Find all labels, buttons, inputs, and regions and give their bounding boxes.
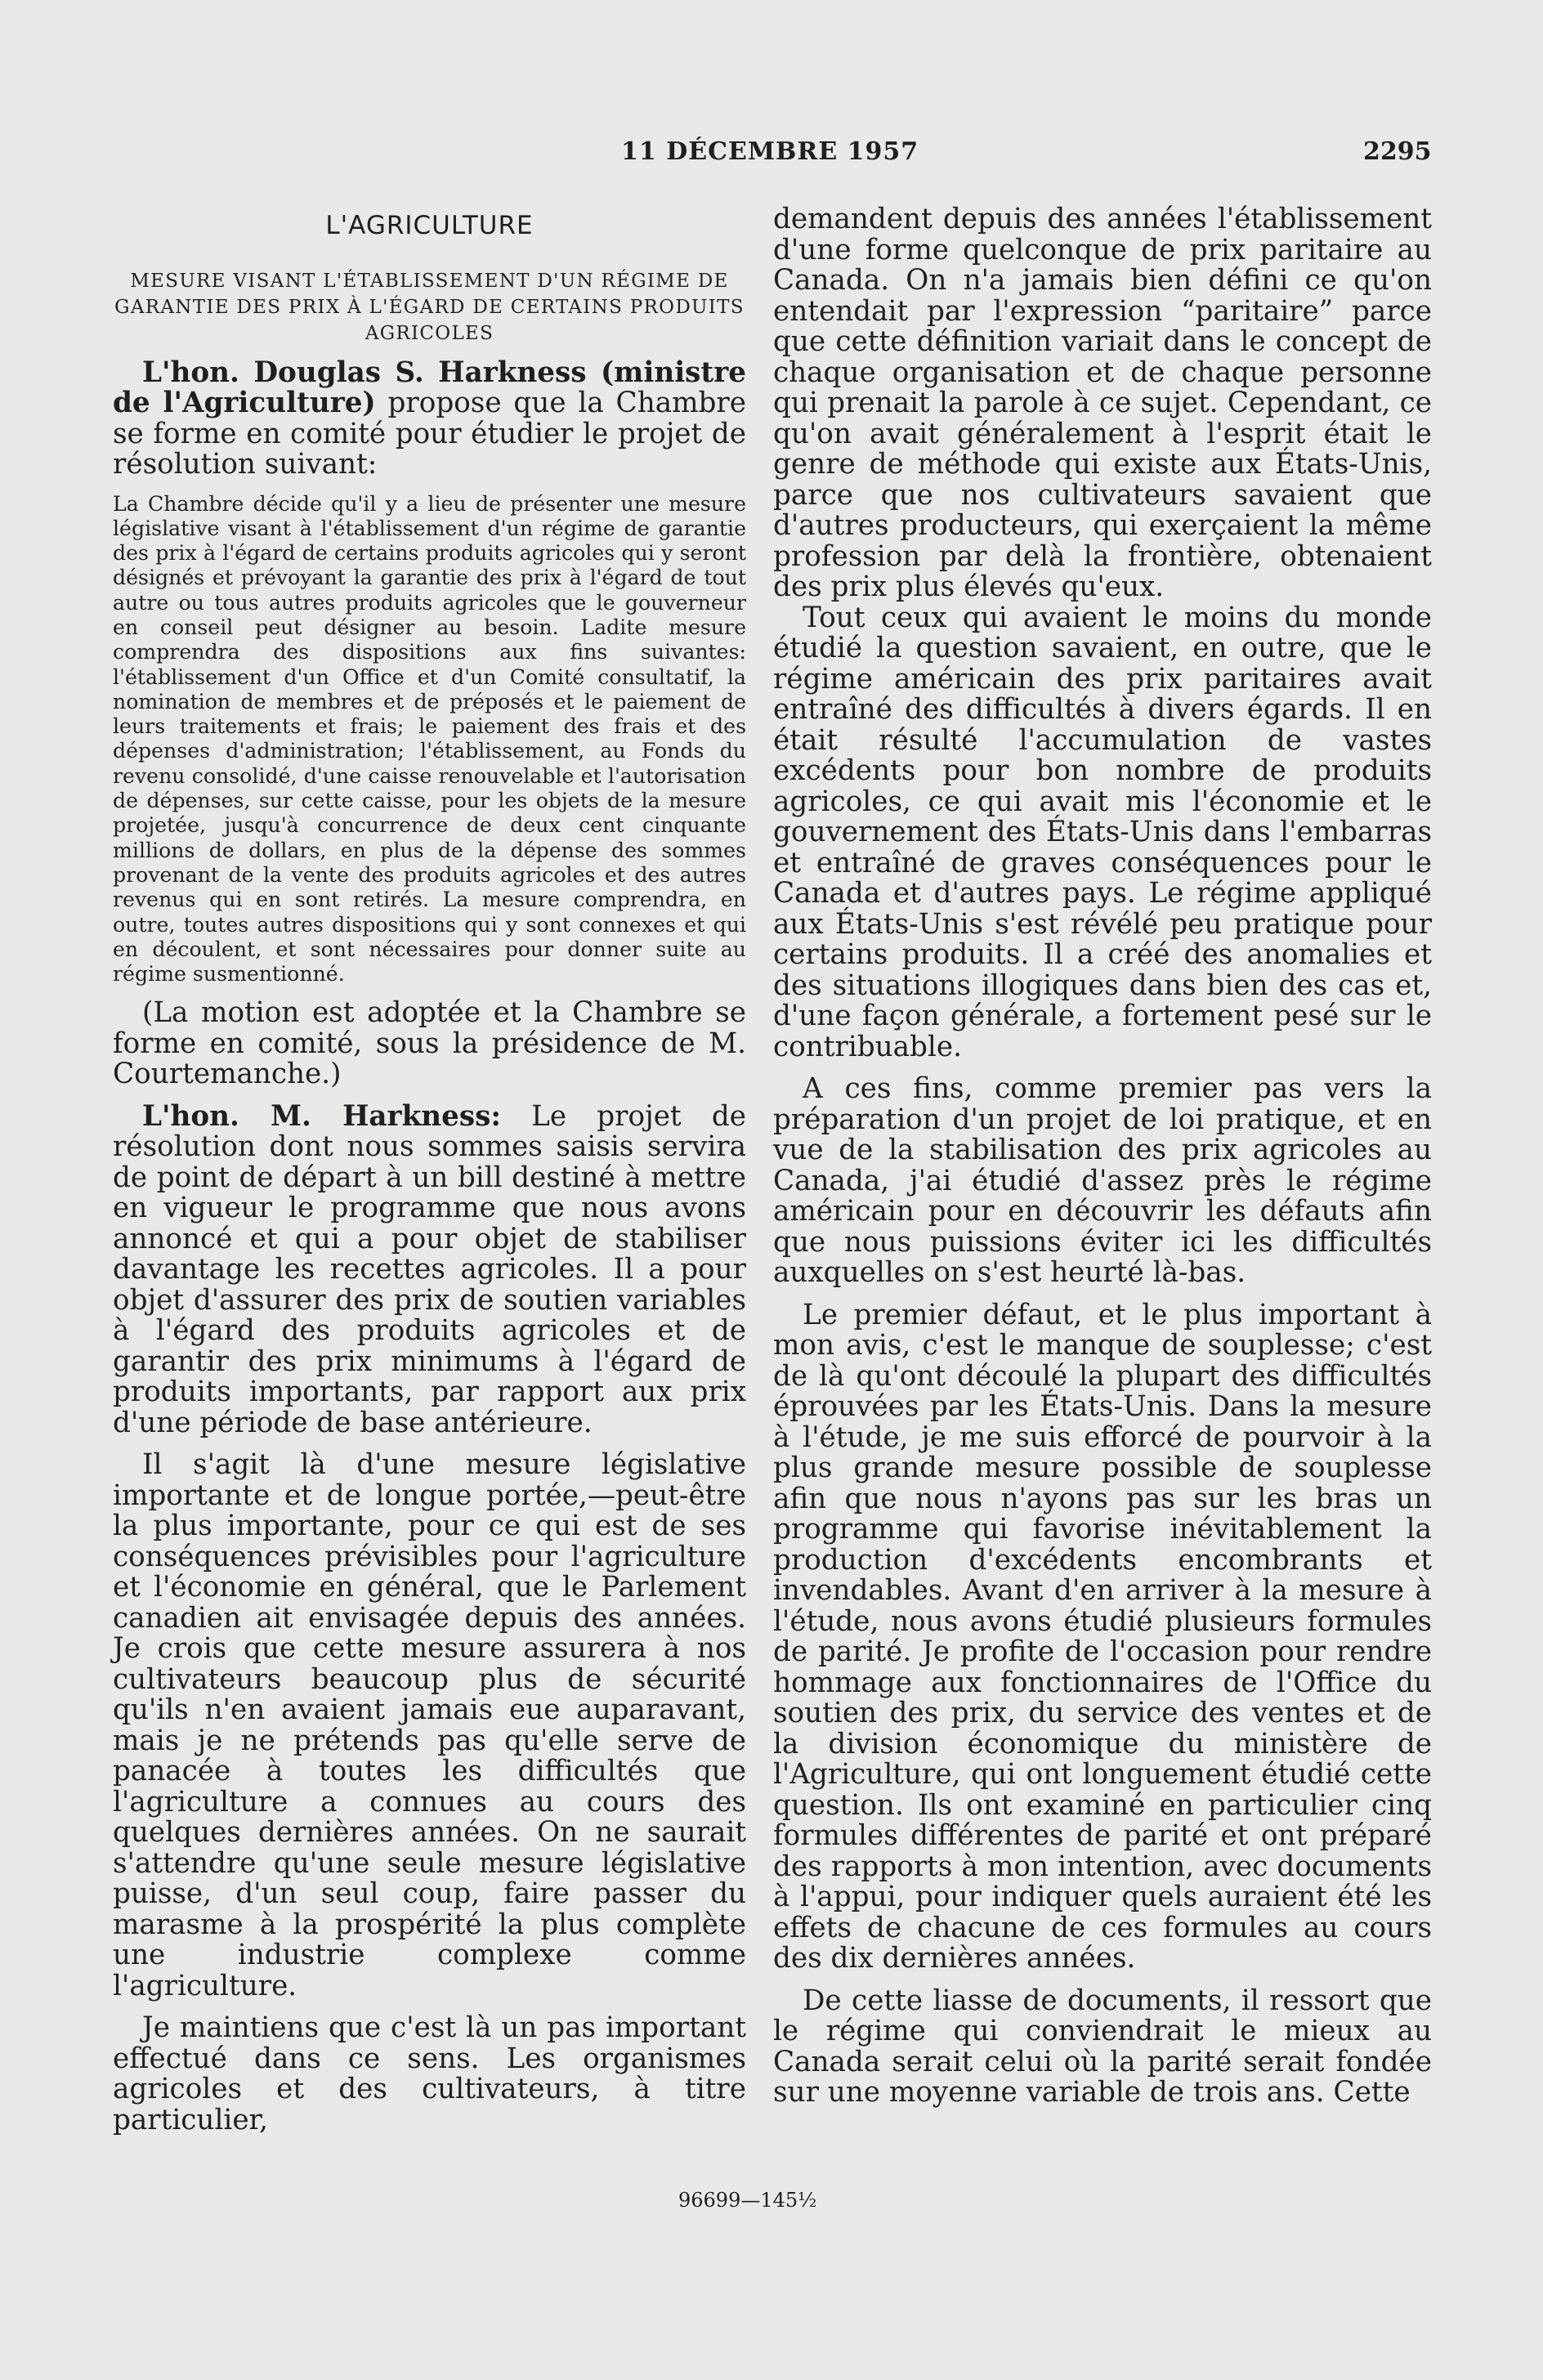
speaker-name: L'hon. M. Harkness: xyxy=(142,1099,501,1133)
paragraph: Le premier défaut, et le plus important à mon avis, c'est le manque de souplesse; c'est de là qu'ont découlé la plupart des difficultés éprouvées par les États-Unis. Dans la mesure à l'étude, je me suis efforcé de pourvoir à la plus grande mesure possible de souplesse afin que nous n'ayons pas sur les bras un programme qui favorise inévitablement la production d'excédents encombrants et invendables. Avant d'en arriver à la mesure à l'étude, nous avons étudié plusieurs formules de parité. Je profite de l'occasion pour rendre hommage aux fonctionnaires de l'Office du soutien des prix, du service des ventes et de la division économique du ministère de l'Agriculture, qui ont longuement étudié cette question. Ils ont examiné en particulier cinq formules différentes de parité et ont préparé des rapports à mon intention, avec documents à l'appui, pour indiquer quels auraient été les effets de chacune de ces formules au cours des dix dernières années. xyxy=(773,1298,1432,1975)
paragraph-text: propose que la Chambre se forme en comité pour étudier le projet de résolution suivant: xyxy=(113,387,746,481)
speaker-name: L'hon. Douglas S. Harkness (ministre de l'Agriculture) xyxy=(113,356,746,419)
paragraph: De cette liasse de documents, il ressort que le régime qui conviendrait le mieux au Canada serait celui où la parité serait fondée sur une moyenne variable de trois ans. Cette xyxy=(773,1984,1432,2109)
left-column xyxy=(113,203,746,2136)
section-subtitle: MESURE VISANT L'ÉTABLISSEMENT D'UN RÉGIME DE GARANTIE DES PRIX À L'ÉGARD DE CERTAINS PRODUITS AGRICOLES xyxy=(114,270,745,344)
paragraph: Il s'agit là d'une mesure législative importante et de longue portée,—peut-être la plus importante, pour ce qui est de ses conséquences prévisibles pour l'agriculture et l'économie en général, que le Parlement canadien ait envisagée depuis des années. Je crois que cette mesure assurera à nos cultivateurs beaucoup plus de sécurité qu'ils n'en avaient jamais eue auparavant, mais je ne prétends pas qu'elle serve de panacée à toutes les difficultés que l'agriculture a connues au cours des quelques dernières années. On ne saurait s'attendre qu'une seule mesure législative puisse, d'un seul coup, faire passer du marasme à la prospérité la plus complète une industrie complexe comme l'agriculture. xyxy=(113,1448,746,2002)
page-number: 2295 xyxy=(1363,137,1432,166)
paragraph: Tout ceux qui avaient le moins du monde étudié la question savaient, en outre, que le régime américain des prix paritaires avait entraîné des difficultés à divers égards. Il en était résulté l'accumulation de vastes excédents pour bon nombre de produits agricoles, ce qui avait mis l'économie et le gouvernement des États-Unis dans l'embarras et entraîné de graves conséquences pour le Canada et d'autres pays. Le régime appliqué aux États-Unis s'est révélé peu pratique pour certains produits. Il a créé des anomalies et des situations illogiques dans bien des cas et, d'une façon générale, a fortement pesé sur le contribuable. xyxy=(773,601,1432,1063)
section-title: L'AGRICULTURE xyxy=(325,211,534,240)
paragraph-text: Le projet de résolution dont nous sommes saisis servira de point de départ à un bill destiné à mettre en vigueur le programme que nous avons annoncé et qui a pour objet de stabiliser davantage les recettes agricoles. Il a pour objet d'assurer des prix de soutien variables à l'égard des produits agricoles et de garantir des prix minimums à l'égard de produits importants, par rapport aux prix d'une période de base antérieure. xyxy=(113,1099,746,1439)
page-date: 11 DÉCEMBRE 1957 xyxy=(621,137,919,166)
footer-code: 96699—145½ xyxy=(678,2189,817,2212)
paragraph: A ces fins, comme premier pas vers la préparation d'un projet de loi pratique, et en vue de la stabilisation des prix agricoles au Canada, j'ai étudié d'assez près le régime américain pour en découvrir les défauts afin que nous puissions éviter ici les difficultés auxquelles on s'est heurté là-bas. xyxy=(773,1072,1432,1289)
paragraph xyxy=(113,1099,746,1439)
paragraph xyxy=(113,358,746,481)
motion-note: (La motion est adoptée et la Chambre se forme en comité, sous la présidence de M. Courtemanche.) xyxy=(113,996,746,1091)
right-column xyxy=(773,204,1432,2109)
paragraph: demandent depuis des années l'établissement d'une forme quelconque de prix paritaire au Canada. On n'a jamais bien défini ce qu'on entendait par l'expression “paritaire” parce que cette définition variait dans le concept de chaque organisation et de chaque personne qui prenait la parole à ce sujet. Cependant, ce qu'on avait généralement à l'esprit était le genre de méthode qui existe aux États-Unis, parce que nos cultivateurs savaient que d'autres producteurs, qui exerçaient la même profession par delà la frontière, obtenaient des prix plus élevés qu'eux. xyxy=(773,203,1432,603)
paragraph: Je maintiens que c'est là un pas important effectué dans ce sens. Les organismes agricoles et des cultivateurs, à titre particulier, xyxy=(113,2011,746,2136)
resolution-text: La Chambre décide qu'il y a lieu de présenter une mesure législative visant à l'établissement d'un régime de garantie des prix à l'égard de certains produits agricoles qui y seront désignés et prévoyant la garantie des prix à l'égard de tout autre ou tous autres produits agricoles que le gouverneur en conseil peut désigner au besoin. Ladite mesure comprendra des dispositions aux fins suivantes: l'établissement d'un Office et d'un Comité consultatif, la nomination de membres et de préposés et le paiement de leurs traitements et frais; le paiement des frais et des dépenses d'administration; l'établissement, au Fonds du revenu consolidé, d'une caisse renouvelable et l'autorisation de dépenses, sur cette caisse, pour les objets de la mesure projetée, jusqu'à concurrence de deux cent cinquante millions de dollars, en plus de la dépense des sommes provenant de la vente des produits agricoles et des autres revenus qui en sont retirés. La mesure comprendra, en outre, toutes autres dispositions qui y sont connexes et qui en découlent, et sont nécessaires pour donner suite au régime susmentionné. xyxy=(113,491,746,986)
